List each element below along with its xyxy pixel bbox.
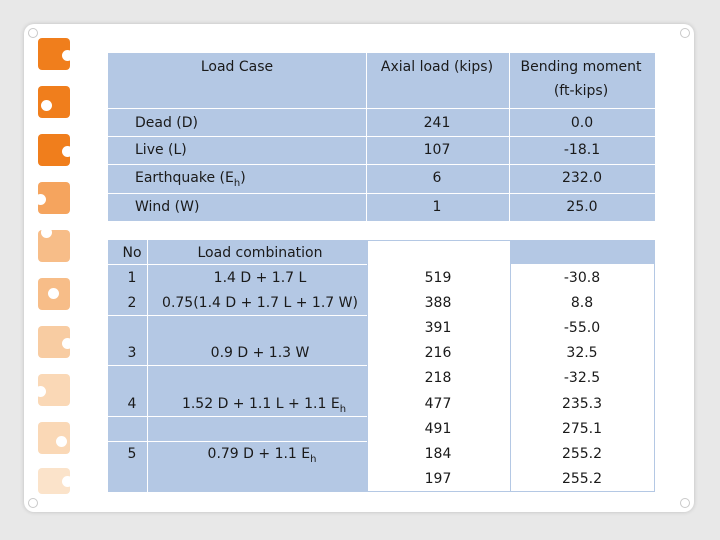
moment-value: 232.0	[561, 170, 603, 186]
header-load-case: Load Case	[200, 59, 274, 75]
moment-value: 8.8	[570, 295, 594, 311]
load-case-name: Live (L)	[135, 142, 187, 158]
puzzle-square-icon	[38, 422, 70, 454]
load-case-name: Dead (D)	[135, 115, 199, 131]
axial-value: 107	[423, 142, 451, 158]
corner-dot	[28, 498, 38, 508]
combination-number: 1	[127, 270, 137, 286]
corner-dot	[680, 498, 690, 508]
moment-value: 275.1	[561, 421, 603, 437]
combination-formula: 0.79 D + 1.1 $E_h$	[207, 446, 317, 465]
moment-value: -18.1	[563, 142, 601, 158]
puzzle-square-icon	[38, 326, 70, 358]
axial-value: 6	[432, 170, 442, 186]
moment-value: 235.3	[561, 396, 603, 412]
axial-value: 519	[424, 270, 452, 286]
puzzle-square-icon	[38, 468, 70, 494]
puzzle-square-icon	[38, 38, 70, 70]
axial-value: 391	[424, 320, 452, 336]
moment-value: 255.2	[561, 446, 603, 462]
load-case-name: Earthquake $(E_h)$	[135, 170, 246, 189]
corner-dot	[680, 28, 690, 38]
combination-number: 5	[127, 446, 137, 462]
combination-formula: 1.52 D + 1.1 L + 1.1 $E_h$	[181, 396, 347, 415]
header-bending-moment: Bending moment	[520, 59, 642, 75]
moment-value: -32.5	[563, 370, 601, 386]
moment-value: -55.0	[563, 320, 601, 336]
axial-value: 218	[424, 370, 452, 386]
puzzle-square-icon	[38, 134, 70, 166]
combination-number: 3	[127, 345, 137, 361]
axial-value: 184	[424, 446, 452, 462]
moment-value: 0.0	[570, 115, 594, 131]
moment-value: 32.5	[566, 345, 598, 361]
combination-number: 2	[127, 295, 137, 311]
combination-number: 4	[127, 396, 137, 412]
combination-formula: 0.9 D + 1.3 W	[210, 345, 310, 361]
moment-value: 25.0	[566, 199, 598, 215]
moment-value: 255.2	[561, 471, 603, 487]
load-case-name: Wind (W)	[135, 199, 200, 215]
puzzle-square-icon	[38, 86, 70, 118]
axial-value: 197	[424, 471, 452, 487]
corner-dot	[28, 28, 38, 38]
header-load-combination: Load combination	[197, 245, 323, 261]
combination-formula: 1.4 D + 1.7 L	[213, 270, 307, 286]
header-no: No	[122, 245, 142, 261]
combination-formula: 0.75(1.4 D + 1.7 L + 1.7 W)	[162, 295, 358, 311]
puzzle-square-icon	[38, 278, 70, 310]
axial-value: 388	[424, 295, 452, 311]
header-axial-load: Axial load (kips)	[380, 59, 494, 75]
axial-value: 477	[424, 396, 452, 412]
puzzle-square-icon	[38, 230, 70, 262]
axial-value: 491	[424, 421, 452, 437]
puzzle-square-icon	[38, 182, 70, 214]
moment-value: -30.8	[563, 270, 601, 286]
puzzle-square-icon	[38, 374, 70, 406]
axial-value: 216	[424, 345, 452, 361]
axial-value: 1	[432, 199, 442, 215]
values-grid	[367, 240, 655, 492]
header-bending-moment-unit: (ft-kips)	[553, 83, 609, 99]
axial-value: 241	[423, 115, 451, 131]
